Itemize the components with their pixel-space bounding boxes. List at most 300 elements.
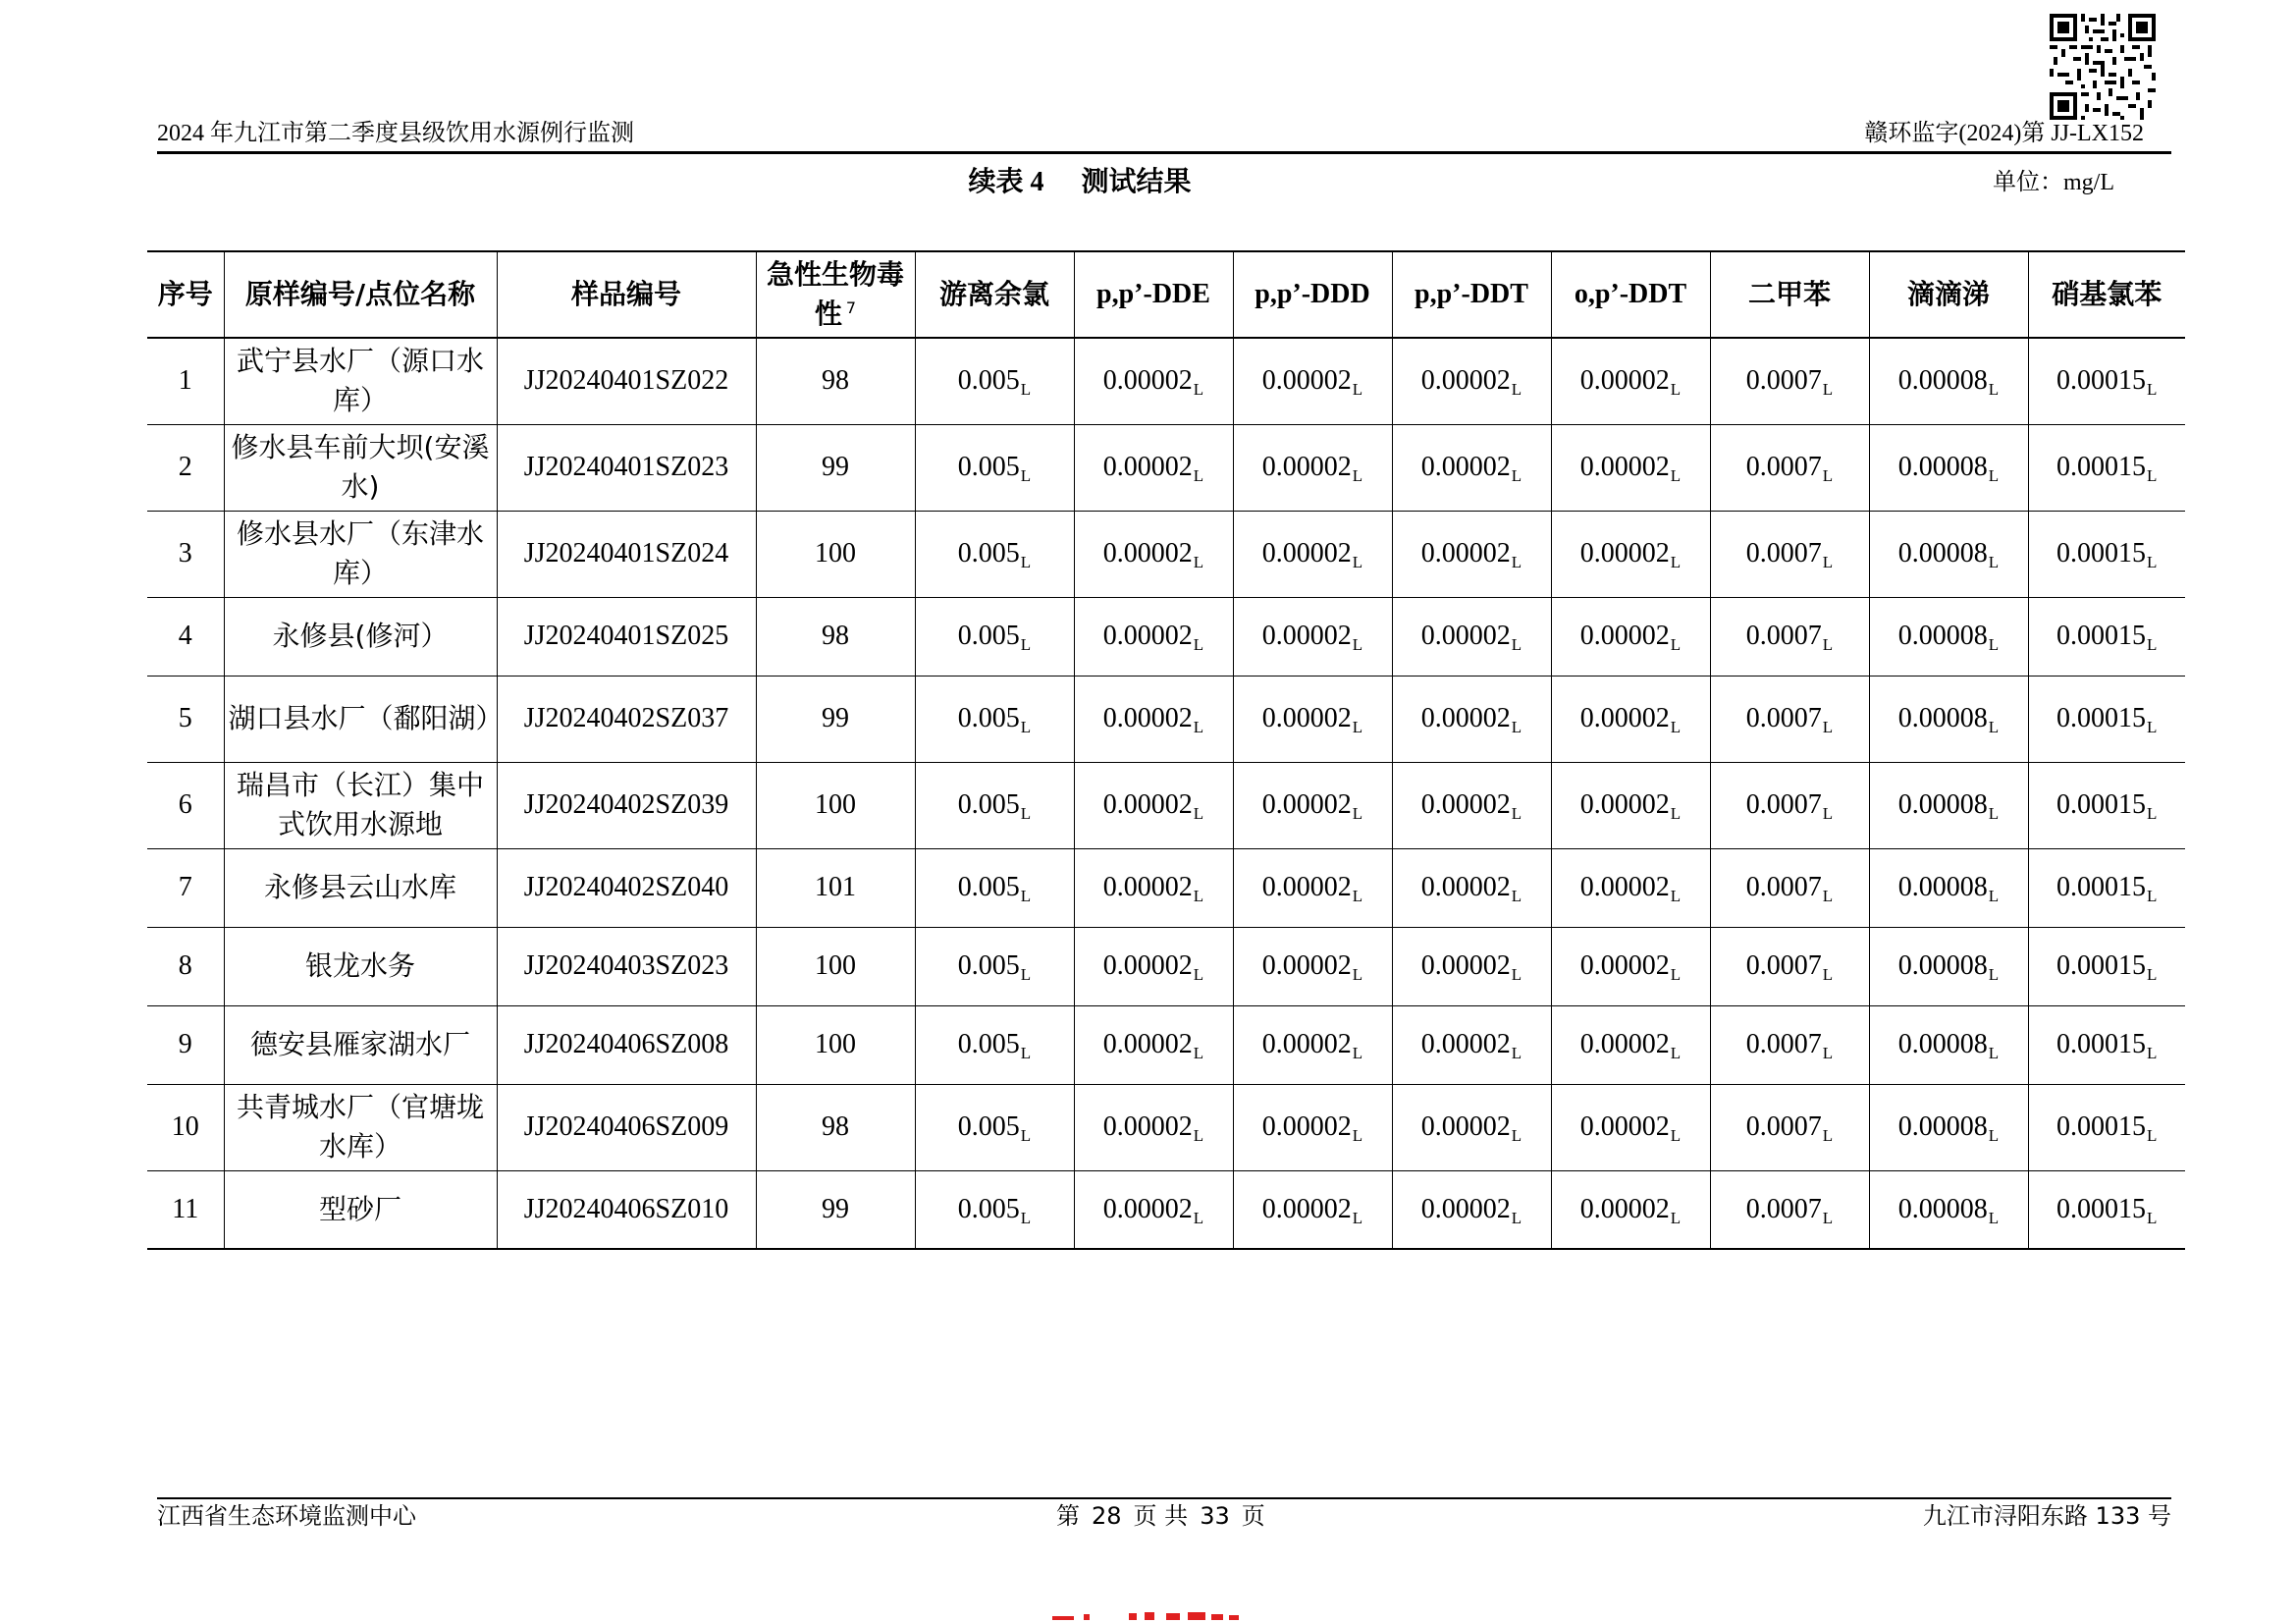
table-title-label: 续表 4	[968, 167, 1044, 197]
chlorine-value: 0.005	[957, 703, 1020, 733]
ppddd-value-cell	[1233, 338, 1392, 424]
ddt-value-cell	[1869, 927, 2028, 1005]
ppddd-value-cell	[1233, 1005, 1392, 1084]
below-detection-limit-marker: L	[1193, 553, 1204, 571]
below-detection-limit-marker: L	[1988, 887, 2000, 905]
below-detection-limit-marker: L	[1193, 1126, 1204, 1145]
below-detection-limit-marker: L	[1352, 718, 1363, 736]
chlorine-value: 0.005	[957, 538, 1020, 568]
xylene-value: 0.0007	[1745, 365, 1822, 397]
col-header-chlorine: 游离余氯	[915, 251, 1074, 338]
ppdde-value-cell	[1074, 762, 1233, 848]
nitro-value-cell	[2028, 927, 2185, 1005]
xylene-value: 0.0007	[1745, 872, 1822, 902]
ppddt-value: 0.00002	[1420, 1193, 1511, 1224]
below-detection-limit-marker: L	[1670, 718, 1682, 736]
toxicity-value: 98	[756, 597, 915, 676]
ddt-value-cell	[1869, 511, 2028, 597]
chlorine-value-cell	[915, 927, 1074, 1005]
site-name: 修水县车前大坝(安溪水)	[224, 424, 497, 511]
toxicity-value: 99	[756, 1170, 915, 1249]
row-number: 1	[147, 338, 224, 424]
row-number: 9	[147, 1005, 224, 1084]
footer-divider	[157, 1497, 2171, 1499]
below-detection-limit-marker: L	[2147, 553, 2158, 571]
toxicity-footnote: 7	[845, 298, 857, 317]
sample-id: JJ20240403SZ023	[497, 927, 756, 1005]
below-detection-limit-marker: L	[1020, 718, 1032, 736]
ppdde-value-cell	[1074, 676, 1233, 762]
chlorine-value: 0.005	[957, 621, 1020, 651]
row-number: 3	[147, 511, 224, 597]
nitro-value-cell	[2028, 338, 2185, 424]
opddt-value: 0.00002	[1579, 621, 1670, 651]
ppddt-value-cell	[1392, 762, 1551, 848]
below-detection-limit-marker: L	[1822, 466, 1834, 485]
ppdde-value-cell	[1074, 927, 1233, 1005]
xylene-value: 0.0007	[1745, 621, 1822, 651]
xylene-value: 0.0007	[1745, 703, 1822, 733]
ppddt-value: 0.00002	[1420, 872, 1511, 902]
below-detection-limit-marker: L	[1670, 380, 1682, 400]
below-detection-limit-marker: L	[1020, 965, 1032, 984]
below-detection-limit-marker: L	[1511, 887, 1522, 905]
chlorine-value: 0.005	[957, 365, 1020, 397]
chlorine-value-cell	[915, 424, 1074, 511]
opddt-value-cell	[1551, 597, 1710, 676]
below-detection-limit-marker: L	[1822, 965, 1834, 984]
below-detection-limit-marker: L	[1352, 553, 1363, 571]
below-detection-limit-marker: L	[2147, 380, 2158, 400]
site-name: 德安县雁家湖水厂	[224, 1005, 497, 1084]
xylene-value-cell	[1710, 1005, 1869, 1084]
ppddt-value-cell	[1392, 1170, 1551, 1249]
below-detection-limit-marker: L	[1670, 635, 1682, 654]
below-detection-limit-marker: L	[1020, 1126, 1032, 1145]
row-number: 2	[147, 424, 224, 511]
below-detection-limit-marker: L	[1511, 1126, 1522, 1145]
chlorine-value: 0.005	[957, 452, 1020, 482]
ppdde-value: 0.00002	[1102, 452, 1193, 482]
nitro-value: 0.00015	[2056, 789, 2147, 820]
col-header-site: 原样编号/点位名称	[224, 251, 497, 338]
below-detection-limit-marker: L	[1352, 380, 1363, 400]
chlorine-value: 0.005	[957, 1029, 1020, 1059]
chlorine-value-cell	[915, 597, 1074, 676]
ppddd-value-cell	[1233, 762, 1392, 848]
col-header-xylene: 二甲苯	[1710, 251, 1869, 338]
col-header-sample: 样品编号	[497, 251, 756, 338]
opddt-value: 0.00002	[1579, 950, 1670, 981]
opddt-value: 0.00002	[1579, 538, 1670, 568]
xylene-value: 0.0007	[1745, 950, 1822, 981]
ddt-value: 0.00008	[1897, 950, 1988, 981]
xylene-value: 0.0007	[1745, 538, 1822, 568]
below-detection-limit-marker: L	[1193, 380, 1204, 400]
ppddt-value-cell	[1392, 676, 1551, 762]
below-detection-limit-marker: L	[2147, 887, 2158, 905]
below-detection-limit-marker: L	[1352, 887, 1363, 905]
ppdde-value: 0.00002	[1102, 872, 1193, 902]
xylene-value: 0.0007	[1745, 452, 1822, 482]
site-name: 型砂厂	[224, 1170, 497, 1249]
below-detection-limit-marker: L	[1193, 635, 1204, 654]
below-detection-limit-marker: L	[2147, 804, 2158, 823]
row-number: 4	[147, 597, 224, 676]
below-detection-limit-marker: L	[1988, 553, 2000, 571]
col-header-toxicity-label: 急性生物毒性	[766, 258, 904, 330]
opddt-value-cell	[1551, 762, 1710, 848]
below-detection-limit-marker: L	[1020, 635, 1032, 654]
ppddd-value: 0.00002	[1261, 452, 1352, 482]
site-name: 修水县水厂（东津水库）	[224, 511, 497, 597]
xylene-value-cell	[1710, 848, 1869, 927]
ddt-value-cell	[1869, 424, 2028, 511]
xylene-value-cell	[1710, 762, 1869, 848]
below-detection-limit-marker: L	[1352, 1126, 1363, 1145]
page-prefix: 第	[1056, 1502, 1080, 1530]
ppddd-value: 0.00002	[1261, 1193, 1352, 1224]
qr-code-icon	[2050, 14, 2156, 120]
sample-id: JJ20240406SZ009	[497, 1084, 756, 1170]
xylene-value-cell	[1710, 338, 1869, 424]
opddt-value-cell	[1551, 424, 1710, 511]
below-detection-limit-marker: L	[1670, 887, 1682, 905]
ppddd-value: 0.00002	[1261, 365, 1352, 397]
col-header-opddt: o,p’-DDT	[1551, 251, 1710, 338]
ppddt-value: 0.00002	[1420, 452, 1511, 482]
chlorine-value: 0.005	[957, 950, 1020, 981]
table-row	[147, 597, 2185, 676]
below-detection-limit-marker: L	[1822, 887, 1834, 905]
col-header-nitrochlorobenzene: 硝基氯苯	[2028, 251, 2185, 338]
ppddt-value: 0.00002	[1420, 1111, 1511, 1142]
nitro-value-cell	[2028, 597, 2185, 676]
below-detection-limit-marker: L	[1193, 466, 1204, 485]
header-divider	[157, 151, 2171, 154]
ppddd-value-cell	[1233, 1084, 1392, 1170]
opddt-value: 0.00002	[1579, 872, 1670, 902]
row-number: 7	[147, 848, 224, 927]
below-detection-limit-marker: L	[1670, 553, 1682, 571]
ppddd-value: 0.00002	[1261, 538, 1352, 568]
col-header-ddt: 滴滴涕	[1869, 251, 2028, 338]
below-detection-limit-marker: L	[1193, 1208, 1204, 1227]
seal-stamp-edge	[1050, 1610, 1256, 1622]
ppdde-value: 0.00002	[1102, 365, 1193, 397]
below-detection-limit-marker: L	[1988, 804, 2000, 823]
below-detection-limit-marker: L	[1352, 466, 1363, 485]
col-header-ppddd: p,p’-DDD	[1233, 251, 1392, 338]
below-detection-limit-marker: L	[1352, 965, 1363, 984]
xylene-value-cell	[1710, 1084, 1869, 1170]
toxicity-value: 99	[756, 676, 915, 762]
opddt-value-cell	[1551, 848, 1710, 927]
nitro-value: 0.00015	[2056, 872, 2147, 902]
chlorine-value: 0.005	[957, 789, 1020, 820]
ddt-value-cell	[1869, 676, 2028, 762]
sample-id: JJ20240402SZ037	[497, 676, 756, 762]
col-header-toxicity	[756, 251, 915, 338]
col-header-no: 序号	[147, 251, 224, 338]
sample-id: JJ20240401SZ024	[497, 511, 756, 597]
below-detection-limit-marker: L	[2147, 718, 2158, 736]
opddt-value: 0.00002	[1579, 452, 1670, 482]
page-middle: 页 共	[1133, 1502, 1189, 1530]
toxicity-value: 100	[756, 511, 915, 597]
nitro-value: 0.00015	[2056, 365, 2147, 397]
below-detection-limit-marker: L	[1822, 380, 1834, 400]
below-detection-limit-marker: L	[1020, 804, 1032, 823]
below-detection-limit-marker: L	[1988, 380, 2000, 400]
ppdde-value-cell	[1074, 597, 1233, 676]
nitro-value-cell	[2028, 762, 2185, 848]
page-total: 33	[1200, 1502, 1230, 1530]
xylene-value: 0.0007	[1745, 1111, 1822, 1142]
nitro-value: 0.00015	[2056, 538, 2147, 568]
toxicity-value: 98	[756, 1084, 915, 1170]
opddt-value-cell	[1551, 511, 1710, 597]
row-number: 6	[147, 762, 224, 848]
ppdde-value: 0.00002	[1102, 538, 1193, 568]
ppddt-value-cell	[1392, 848, 1551, 927]
below-detection-limit-marker: L	[1670, 965, 1682, 984]
ddt-value-cell	[1869, 1084, 2028, 1170]
ddt-value: 0.00008	[1897, 703, 1988, 733]
below-detection-limit-marker: L	[1988, 718, 2000, 736]
opddt-value: 0.00002	[1579, 1029, 1670, 1059]
nitro-value-cell	[2028, 1005, 2185, 1084]
table-row	[147, 1084, 2185, 1170]
below-detection-limit-marker: L	[1822, 1208, 1834, 1227]
site-name: 共青城水厂（官塘垅水库）	[224, 1084, 497, 1170]
ppddd-value: 0.00002	[1261, 872, 1352, 902]
report-title: 2024 年九江市第二季度县级饮用水源例行监测	[157, 121, 634, 146]
table-row	[147, 762, 2185, 848]
results-table	[147, 250, 2185, 1250]
table-row	[147, 848, 2185, 927]
xylene-value-cell	[1710, 676, 1869, 762]
ppddd-value-cell	[1233, 511, 1392, 597]
table-row	[147, 1005, 2185, 1084]
below-detection-limit-marker: L	[1670, 466, 1682, 485]
unit-label: 单位：mg/L	[1993, 170, 2114, 195]
xylene-value-cell	[1710, 1170, 1869, 1249]
ppddd-value: 0.00002	[1261, 789, 1352, 820]
ddt-value: 0.00008	[1897, 1029, 1988, 1059]
nitro-value-cell	[2028, 676, 2185, 762]
site-name: 永修县云山水库	[224, 848, 497, 927]
ppdde-value-cell	[1074, 848, 1233, 927]
below-detection-limit-marker: L	[1352, 635, 1363, 654]
ppdde-value: 0.00002	[1102, 789, 1193, 820]
ppddt-value: 0.00002	[1420, 950, 1511, 981]
sample-id: JJ20240401SZ023	[497, 424, 756, 511]
below-detection-limit-marker: L	[1352, 1044, 1363, 1062]
ppdde-value: 0.00002	[1102, 1029, 1193, 1059]
ppdde-value: 0.00002	[1102, 703, 1193, 733]
ddt-value-cell	[1869, 848, 2028, 927]
ppddt-value-cell	[1392, 424, 1551, 511]
below-detection-limit-marker: L	[1352, 1208, 1363, 1227]
row-number: 10	[147, 1084, 224, 1170]
footer-organization: 江西省生态环境监测中心	[157, 1502, 416, 1530]
ppdde-value-cell	[1074, 424, 1233, 511]
table-row	[147, 1170, 2185, 1249]
ppddd-value: 0.00002	[1261, 950, 1352, 981]
ppddd-value-cell	[1233, 848, 1392, 927]
nitro-value: 0.00015	[2056, 452, 2147, 482]
chlorine-value-cell	[915, 676, 1074, 762]
ppddt-value-cell	[1392, 338, 1551, 424]
chlorine-value-cell	[915, 511, 1074, 597]
below-detection-limit-marker: L	[1511, 965, 1522, 984]
below-detection-limit-marker: L	[1020, 553, 1032, 571]
ppddt-value: 0.00002	[1420, 789, 1511, 820]
below-detection-limit-marker: L	[1822, 1044, 1834, 1062]
ddt-value: 0.00008	[1897, 872, 1988, 902]
chlorine-value-cell	[915, 1005, 1074, 1084]
below-detection-limit-marker: L	[2147, 466, 2158, 485]
sample-id: JJ20240406SZ008	[497, 1005, 756, 1084]
xylene-value-cell	[1710, 927, 1869, 1005]
below-detection-limit-marker: L	[1988, 965, 2000, 984]
ppddd-value-cell	[1233, 424, 1392, 511]
ddt-value: 0.00008	[1897, 1193, 1988, 1224]
ppddt-value-cell	[1392, 597, 1551, 676]
xylene-value-cell	[1710, 511, 1869, 597]
nitro-value-cell	[2028, 1170, 2185, 1249]
site-name: 银龙水务	[224, 927, 497, 1005]
below-detection-limit-marker: L	[1988, 1208, 2000, 1227]
ppddd-value: 0.00002	[1261, 1029, 1352, 1059]
below-detection-limit-marker: L	[1670, 1126, 1682, 1145]
xylene-value: 0.0007	[1745, 1029, 1822, 1059]
footer-address: 九江市浔阳东路 133 号	[1922, 1502, 2171, 1530]
sample-id: JJ20240402SZ039	[497, 762, 756, 848]
below-detection-limit-marker: L	[1988, 1044, 2000, 1062]
ppdde-value-cell	[1074, 511, 1233, 597]
report-number: 赣环监字(2024)第 JJ-LX152	[1864, 121, 2144, 146]
below-detection-limit-marker: L	[1511, 804, 1522, 823]
table-row	[147, 676, 2185, 762]
below-detection-limit-marker: L	[1511, 553, 1522, 571]
chlorine-value: 0.005	[957, 1111, 1020, 1142]
below-detection-limit-marker: L	[1511, 1044, 1522, 1062]
below-detection-limit-marker: L	[1988, 1126, 2000, 1145]
ppdde-value: 0.00002	[1102, 1193, 1193, 1224]
row-number: 8	[147, 927, 224, 1005]
toxicity-value: 100	[756, 927, 915, 1005]
ppddd-value-cell	[1233, 676, 1392, 762]
page-number	[1050, 1500, 1271, 1532]
ppddt-value: 0.00002	[1420, 365, 1511, 397]
nitro-value: 0.00015	[2056, 703, 2147, 733]
opddt-value-cell	[1551, 676, 1710, 762]
site-name: 湖口县水厂（鄱阳湖）	[224, 676, 497, 762]
ddt-value-cell	[1869, 338, 2028, 424]
xylene-value: 0.0007	[1745, 789, 1822, 820]
opddt-value: 0.00002	[1579, 789, 1670, 820]
opddt-value: 0.00002	[1579, 1193, 1670, 1224]
below-detection-limit-marker: L	[1020, 466, 1032, 485]
below-detection-limit-marker: L	[1822, 718, 1834, 736]
page-suffix: 页	[1241, 1502, 1265, 1530]
table-row	[147, 927, 2185, 1005]
below-detection-limit-marker: L	[1988, 466, 2000, 485]
ddt-value: 0.00008	[1897, 789, 1988, 820]
toxicity-value: 100	[756, 762, 915, 848]
below-detection-limit-marker: L	[1511, 380, 1522, 400]
ddt-value: 0.00008	[1897, 365, 1988, 397]
opddt-value: 0.00002	[1579, 703, 1670, 733]
row-number: 11	[147, 1170, 224, 1249]
chlorine-value-cell	[915, 848, 1074, 927]
below-detection-limit-marker: L	[1193, 718, 1204, 736]
ddt-value: 0.00008	[1897, 538, 1988, 568]
ppdde-value: 0.00002	[1102, 621, 1193, 651]
below-detection-limit-marker: L	[1193, 887, 1204, 905]
ppddt-value-cell	[1392, 927, 1551, 1005]
chlorine-value-cell	[915, 1170, 1074, 1249]
sample-id: JJ20240401SZ025	[497, 597, 756, 676]
ppddd-value-cell	[1233, 1170, 1392, 1249]
below-detection-limit-marker: L	[1511, 718, 1522, 736]
below-detection-limit-marker: L	[1020, 1044, 1032, 1062]
ppddt-value-cell	[1392, 1005, 1551, 1084]
ppddt-value: 0.00002	[1420, 1029, 1511, 1059]
below-detection-limit-marker: L	[1822, 553, 1834, 571]
opddt-value: 0.00002	[1579, 1111, 1670, 1142]
sample-id: JJ20240402SZ040	[497, 848, 756, 927]
below-detection-limit-marker: L	[1020, 380, 1032, 400]
nitro-value: 0.00015	[2056, 621, 2147, 651]
table-row	[147, 511, 2185, 597]
table-row	[147, 338, 2185, 424]
below-detection-limit-marker: L	[1670, 1044, 1682, 1062]
below-detection-limit-marker: L	[1193, 804, 1204, 823]
below-detection-limit-marker: L	[1193, 1044, 1204, 1062]
table-row	[147, 424, 2185, 511]
nitro-value-cell	[2028, 1084, 2185, 1170]
below-detection-limit-marker: L	[1822, 804, 1834, 823]
ddt-value-cell	[1869, 597, 2028, 676]
site-name: 永修县(修河）	[224, 597, 497, 676]
below-detection-limit-marker: L	[1670, 804, 1682, 823]
site-name: 瑞昌市（长江）集中式饮用水源地	[224, 762, 497, 848]
sample-id: JJ20240406SZ010	[497, 1170, 756, 1249]
opddt-value: 0.00002	[1579, 365, 1670, 397]
ppddd-value: 0.00002	[1261, 1111, 1352, 1142]
toxicity-value: 101	[756, 848, 915, 927]
below-detection-limit-marker: L	[1511, 1208, 1522, 1227]
below-detection-limit-marker: L	[1193, 965, 1204, 984]
toxicity-value: 100	[756, 1005, 915, 1084]
col-header-ppdde: p,p’-DDE	[1074, 251, 1233, 338]
below-detection-limit-marker: L	[1352, 804, 1363, 823]
row-number: 5	[147, 676, 224, 762]
chlorine-value: 0.005	[957, 872, 1020, 902]
ppdde-value-cell	[1074, 1170, 1233, 1249]
opddt-value-cell	[1551, 338, 1710, 424]
xylene-value-cell	[1710, 597, 1869, 676]
below-detection-limit-marker: L	[1511, 466, 1522, 485]
ppddd-value-cell	[1233, 927, 1392, 1005]
ppddt-value: 0.00002	[1420, 538, 1511, 568]
below-detection-limit-marker: L	[2147, 1044, 2158, 1062]
chlorine-value-cell	[915, 762, 1074, 848]
ppddt-value-cell	[1392, 511, 1551, 597]
